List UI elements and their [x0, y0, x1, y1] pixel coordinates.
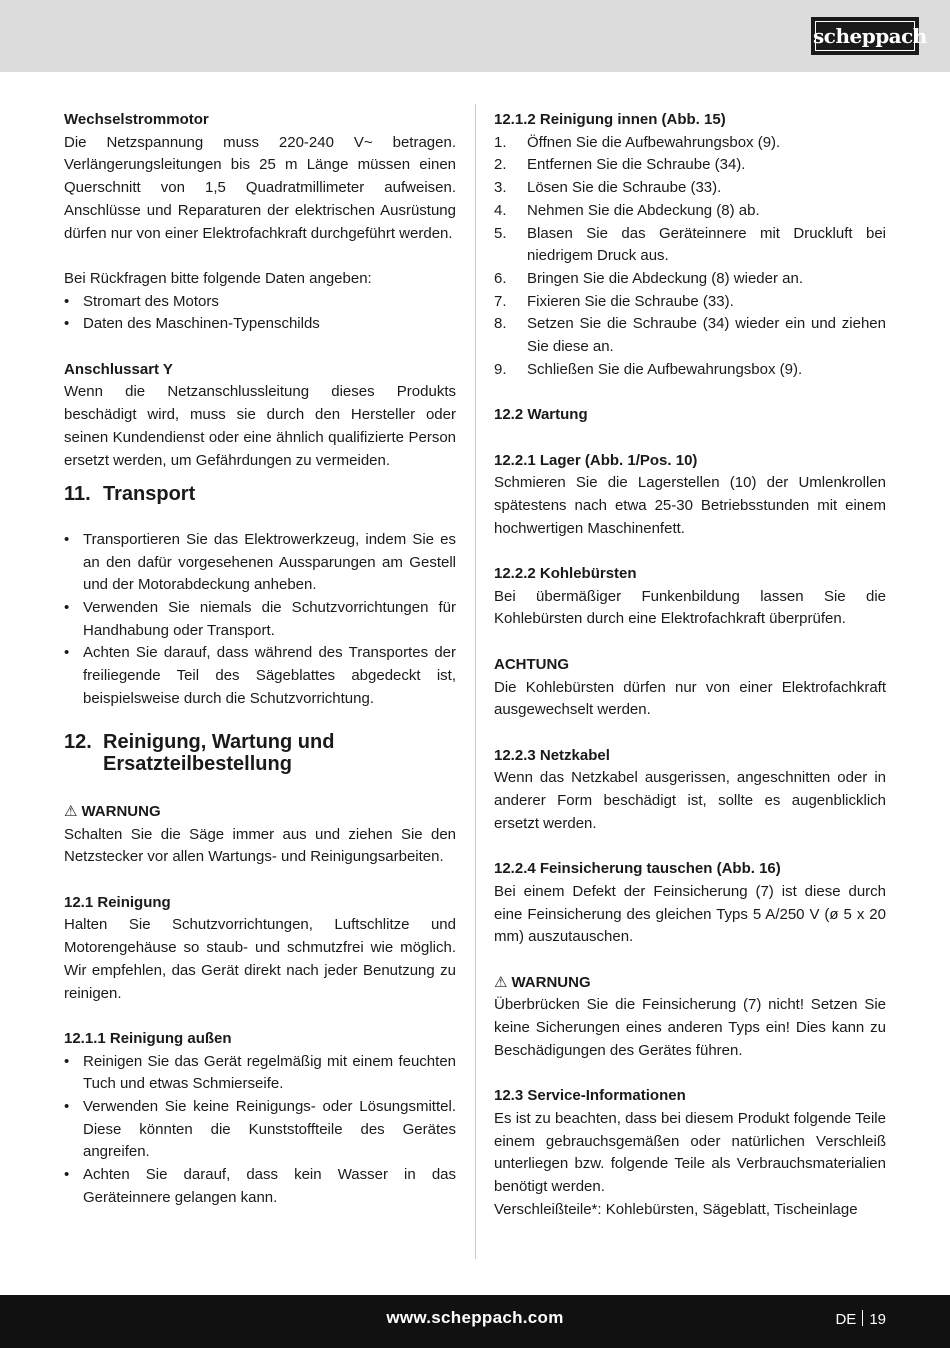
- heading-wartung: 12.2 Wartung: [494, 406, 588, 424]
- heading-netzkabel: 12.2.3 Netzkabel: [494, 746, 610, 764]
- logo-frame: [815, 21, 915, 51]
- warning-label: WARNUNG: [81, 802, 161, 820]
- list-item: • Achten Sie darauf, dass während des Transportes der freiliegende Teil des Sägeblattes abgedeckt ist, beispielsweise durch die Schutzvorrichtung.: [64, 642, 456, 710]
- paragraph-achtung: Die Kohlebürsten dürfen nur von einer Elektrofachkraft ausgewechselt werden.: [494, 678, 886, 719]
- list-item: • Verwenden Sie niemals die Schutzvorrichtungen für Handhabung oder Transport.: [64, 597, 456, 642]
- list-item: • Stromart des Motors: [64, 291, 456, 314]
- page-indicator: [835, 1310, 886, 1328]
- heading-anschlussart: Anschlussart Y: [64, 360, 173, 378]
- page-number: 19: [869, 1311, 886, 1328]
- list-item: 1. Öffnen Sie die Aufbewahrungsbox (9).: [494, 133, 781, 151]
- list-item: 8. Setzen Sie die Schraube (34) wieder ein und ziehen Sie diese an.: [494, 315, 886, 356]
- paragraph-netzkabel: Wenn das Netzkabel ausgerissen, angeschnitten oder in anderer Form beschädigt ist, sollte es augenblicklich ersetzt werden.: [494, 769, 886, 832]
- heading-reinigung-aussen: 12.1.1 Reinigung außen: [64, 1029, 232, 1047]
- warning-triangle-icon: ⚠: [494, 973, 508, 991]
- paragraph-warnung: Schalten Sie die Säge immer aus und ziehen Sie den Netzstecker vor allen Wartungs- und Reinigungsarbeiten.: [64, 825, 456, 866]
- list-item: • Achten Sie darauf, dass kein Wasser in das Geräteinnere gelangen kann.: [64, 1164, 456, 1209]
- paragraph-feinsicherung: Bei einem Defekt der Feinsicherung (7) ist diese durch eine Feinsicherung des gleichen Typs 5 A/250 V (ø 5 x 20 mm) auszutauschen.: [494, 882, 886, 946]
- paragraph-anschlussart: Wenn die Netzanschlussleitung dieses Produkts beschädigt wird, muss sie durch den Hersteller oder seinen Kundendienst oder eine ähnlich qualifizierte Person ersetzt werden, um Gefährdungen zu vermeiden.: [64, 383, 456, 469]
- list-item: 7. Fixieren Sie die Schraube (33).: [494, 292, 734, 310]
- list-item: • Reinigen Sie das Gerät regelmäßig mit einem feuchten Tuch und etwas Schmierseife.: [64, 1051, 456, 1096]
- paragraph-verschleissteile: Verschleißteile*: Kohlebürsten, Sägeblatt, Tischeinlage: [494, 1200, 858, 1218]
- paragraph-wechselstrommotor: Die Netzspannung muss 220-240 V~ betragen. Verlängerungsleitungen bis 25 m Länge müssen einen Querschnitt von 1,5 Quadratmillimeter aufweisen. Anschlüsse und Reparaturen der elektrischen Ausrüstung dürfen nur von einer Elektrofachkraft durchgeführt werden.: [64, 133, 456, 242]
- section-title: Transport: [103, 483, 196, 506]
- list-rueckfragen: [64, 291, 456, 336]
- heading-reinigung: 12.1 Reinigung: [64, 893, 171, 911]
- left-column: [64, 109, 456, 1210]
- paragraph-warnung-feinsicherung: Überbrücken Sie die Feinsicherung (7) nicht! Setzen Sie keine Sicherungen eines anderen Typs ein! Dies kann zu Beschädigungen des Gerätes führen.: [494, 996, 886, 1059]
- paragraph-service: Es ist zu beachten, dass bei diesem Produkt folgende Teile einem gebrauchsgemäßen oder natürlichen Verschleiß unterliegen bzw. folgende Teile als Verbrauchsmaterialien benötigt werden.: [494, 1109, 886, 1195]
- paragraph-reinigung: Halten Sie Schutzvorrichtungen, Luftschlitze und Motorengehäuse so staub- und schmutzfrei wie möglich. Wir empfehlen, das Gerät direkt nach jeder Benutzung zu reinigen.: [64, 916, 456, 1002]
- right-column: [494, 109, 886, 1221]
- footer-url: www.scheppach.com: [386, 1308, 564, 1327]
- section-title-line: Ersatzteilbestellung: [103, 753, 292, 776]
- list-item: 3. Lösen Sie die Schraube (33).: [494, 179, 722, 197]
- list-item: 5. Blasen Sie das Geräteinnere mit Druckluft bei niedrigem Druck aus.: [494, 224, 886, 265]
- header-bar: [0, 0, 950, 72]
- heading-wechselstrommotor: Wechselstrommotor: [64, 111, 209, 128]
- heading-kohlebuersten: 12.2.2 Kohlebürsten: [494, 565, 637, 583]
- page-separator: [862, 1310, 863, 1326]
- column-divider: [475, 104, 476, 1259]
- list-item: 6. Bringen Sie die Abdeckung (8) wieder an.: [494, 269, 804, 287]
- footer-bar: [0, 1295, 950, 1348]
- section-heading-reinigung: [64, 731, 456, 776]
- list-transport: [64, 529, 456, 711]
- warning-heading: [64, 801, 456, 824]
- heading-feinsicherung: 12.2.4 Feinsicherung tauschen (Abb. 16): [494, 860, 781, 878]
- warning-label: WARNUNG: [511, 973, 591, 991]
- section-heading-transport: [64, 483, 456, 506]
- paragraph-lager: Schmieren Sie die Lagerstellen (10) der Umlenkrollen spätestens nach etwa 25-30 Betriebsstunden mit einem hochwertigen Maschinenfett.: [494, 474, 886, 537]
- list-item: • Verwenden Sie keine Reinigungs- oder Lösungsmittel. Diese könnten die Kunststoffteile des Gerätes angreifen.: [64, 1096, 456, 1164]
- heading-achtung: ACHTUNG: [494, 655, 569, 673]
- list-item: • Daten des Maschinen-Typenschilds: [64, 313, 456, 336]
- section-title-line: Reinigung, Wartung und: [103, 730, 335, 753]
- list-reinigung-aussen: [64, 1051, 456, 1210]
- section-number: 12.: [64, 730, 92, 753]
- language-code: DE: [835, 1311, 857, 1328]
- heading-service: 12.3 Service-Informationen: [494, 1087, 686, 1105]
- list-item: 4. Nehmen Sie die Abdeckung (8) ab.: [494, 201, 760, 219]
- paragraph-kohlebuersten: Bei übermäßiger Funkenbildung lassen Sie die Kohlebürsten durch eine Elektrofachkraft überprüfen.: [494, 587, 886, 628]
- heading-lager: 12.2.1 Lager (Abb. 1/Pos. 10): [494, 451, 698, 469]
- warning-heading: [494, 972, 886, 995]
- list-item: 2. Entfernen Sie die Schraube (34).: [494, 156, 746, 174]
- section-number: 11.: [64, 483, 91, 506]
- list-item: 9. Schließen Sie die Aufbewahrungsbox (9).: [494, 360, 803, 378]
- heading-reinigung-innen: 12.1.2 Reinigung innen (Abb. 15): [494, 111, 726, 128]
- list-item: • Transportieren Sie das Elektrowerkzeug, indem Sie es an den dafür vorgesehenen Aussparungen am Gestell und der Motorabdeckung anheben.: [64, 529, 456, 597]
- list-reinigung-innen: [494, 132, 886, 382]
- logo-text: scheppach: [813, 24, 927, 48]
- paragraph-rueckfragen: Bei Rückfragen bitte folgende Daten angeben:: [64, 269, 372, 287]
- warning-triangle-icon: ⚠: [64, 802, 78, 820]
- scheppach-logo: [811, 17, 927, 55]
